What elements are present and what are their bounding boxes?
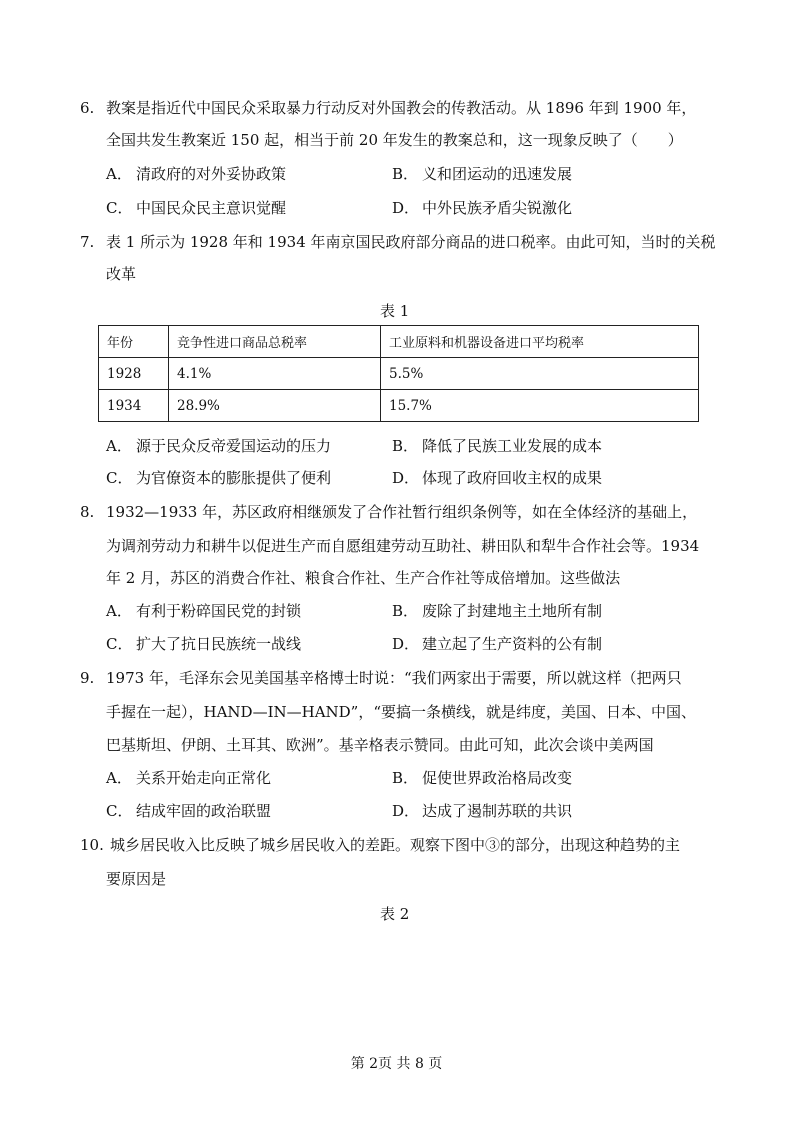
option-text: 有利于粉碎国民党的封锁 <box>136 602 302 620</box>
q7-number: 7. <box>80 233 95 251</box>
option-letter: D． <box>392 199 420 217</box>
option-text: 促使世界政治格局改变 <box>422 769 573 787</box>
q8-option-c[interactable] <box>106 634 301 654</box>
table-row <box>99 390 699 422</box>
q8-option-a[interactable] <box>106 601 301 621</box>
q9-option-c[interactable] <box>106 801 271 821</box>
q6-option-d[interactable] <box>392 198 572 218</box>
page-footer: 第 2页 共 8 页 <box>350 1056 443 1072</box>
table-cell: 1934 <box>99 390 169 422</box>
table-header-cell: 年份 <box>99 326 169 358</box>
option-text: 废除了封建地主土地所有制 <box>422 602 603 620</box>
option-letter: B． <box>392 165 419 183</box>
option-letter: A． <box>106 769 132 787</box>
option-text: 降低了民族工业发展的成本 <box>422 437 603 455</box>
q8-stem-line3: 年 2 月，苏区的消费合作社、粮食合作社、生产合作社等成倍增加。这些做法 <box>106 569 621 587</box>
table-cell: 5.5% <box>381 358 699 390</box>
table-cell: 4.1% <box>169 358 381 390</box>
option-letter: A． <box>106 602 132 620</box>
q8-stem-line1: 1932—1933 年，苏区政府相继颁发了合作社暂行组织条例等，如在全体经济的基础上， <box>106 503 698 521</box>
q7-stem-line1: 表 1 所示为 1928 年和 1934 年南京国民政府部分商品的进口税率。由此可知，当时的关税 <box>106 233 716 251</box>
q6-number: 6. <box>80 99 95 117</box>
table-cell: 1928 <box>99 358 169 390</box>
q6-stem-line1: 教案是指近代中国民众采取暴力行动反对外国教会的传教活动。从 1896 年到 1900 年， <box>106 99 697 117</box>
option-letter: C． <box>106 802 133 820</box>
q9-stem-line1: 1973 年，毛泽东会见美国基辛格博士时说：“我们两家出于需要，所以就这样（把两只 <box>106 669 682 687</box>
table2-caption: 表 2 <box>380 905 410 923</box>
option-letter: A． <box>106 165 132 183</box>
q10-stem-line1: 城乡居民收入比反映了城乡居民收入的差距。观察下图中③的部分，出现这种趋势的主 <box>110 836 681 854</box>
q8-stem-line2: 为调剂劳动力和耕牛以促进生产而自愿组建劳动互助社、耕田队和犁牛合作社会等。1934 <box>106 537 700 555</box>
q10-stem-line2: 要原因是 <box>106 870 167 888</box>
q6-stem-line2: 全国共发生教案近 150 起，相当于前 20 年发生的教案总和，这一现象反映了（ ） <box>106 131 683 149</box>
option-text: 中外民族矛盾尖锐激化 <box>422 199 573 217</box>
q9-option-d[interactable] <box>392 801 572 821</box>
option-letter: D． <box>392 635 420 653</box>
option-text: 为官僚资本的膨胀提供了便利 <box>136 469 332 487</box>
option-letter: C． <box>106 469 133 487</box>
q8-option-b[interactable] <box>392 601 602 621</box>
table1-caption: 表 1 <box>380 302 410 320</box>
option-text: 源于民众反帝爱国运动的压力 <box>136 437 332 455</box>
q9-number: 9. <box>80 669 95 687</box>
option-letter: A． <box>106 437 132 455</box>
q7-option-d[interactable] <box>392 468 602 488</box>
q8-number: 8. <box>80 503 95 521</box>
option-text: 清政府的对外妥协政策 <box>136 165 287 183</box>
table-header-cell: 工业原料和机器设备进口平均税率 <box>381 326 699 358</box>
q9-stem-line3: 巴基斯坦、伊朗、土耳其、欧洲”。基辛格表示赞同。由此可知，此次会谈中美两国 <box>106 736 654 754</box>
option-text: 体现了政府回收主权的成果 <box>422 469 603 487</box>
q6-option-b[interactable] <box>392 164 572 184</box>
option-text: 建立起了生产资料的公有制 <box>422 635 603 653</box>
q7-option-a[interactable] <box>106 436 331 456</box>
option-text: 结成牢固的政治联盟 <box>136 802 272 820</box>
table-row <box>99 358 699 390</box>
option-letter: B． <box>392 437 419 455</box>
table-cell: 15.7% <box>381 390 699 422</box>
option-letter: B． <box>392 602 419 620</box>
q10-number: 10. <box>80 836 104 854</box>
q9-option-a[interactable] <box>106 768 271 788</box>
option-text: 关系开始走向正常化 <box>136 769 272 787</box>
option-text: 义和团运动的迅速发展 <box>422 165 573 183</box>
q7-option-c[interactable] <box>106 468 331 488</box>
table-header-cell: 竞争性进口商品总税率 <box>169 326 381 358</box>
tariff-table <box>98 325 699 422</box>
q8-option-d[interactable] <box>392 634 602 654</box>
option-text: 中国民众民主意识觉醒 <box>136 199 287 217</box>
option-text: 达成了遏制苏联的共识 <box>422 802 573 820</box>
table-cell: 28.9% <box>169 390 381 422</box>
q9-option-b[interactable] <box>392 768 572 788</box>
option-letter: B． <box>392 769 419 787</box>
q7-stem-line2: 改革 <box>106 265 137 283</box>
q6-option-c[interactable] <box>106 198 286 218</box>
option-text: 扩大了抗日民族统一战线 <box>136 635 302 653</box>
table-header-row <box>99 326 699 358</box>
option-letter: C． <box>106 199 133 217</box>
option-letter: D． <box>392 469 420 487</box>
option-letter: D． <box>392 802 420 820</box>
q7-option-b[interactable] <box>392 436 602 456</box>
option-letter: C． <box>106 635 133 653</box>
q6-option-a[interactable] <box>106 164 286 184</box>
q9-stem-line2: 手握在一起），HAND—IN—HAND”，“要搞一条横线，就是纬度，美国、日本、中国、 <box>106 703 697 721</box>
